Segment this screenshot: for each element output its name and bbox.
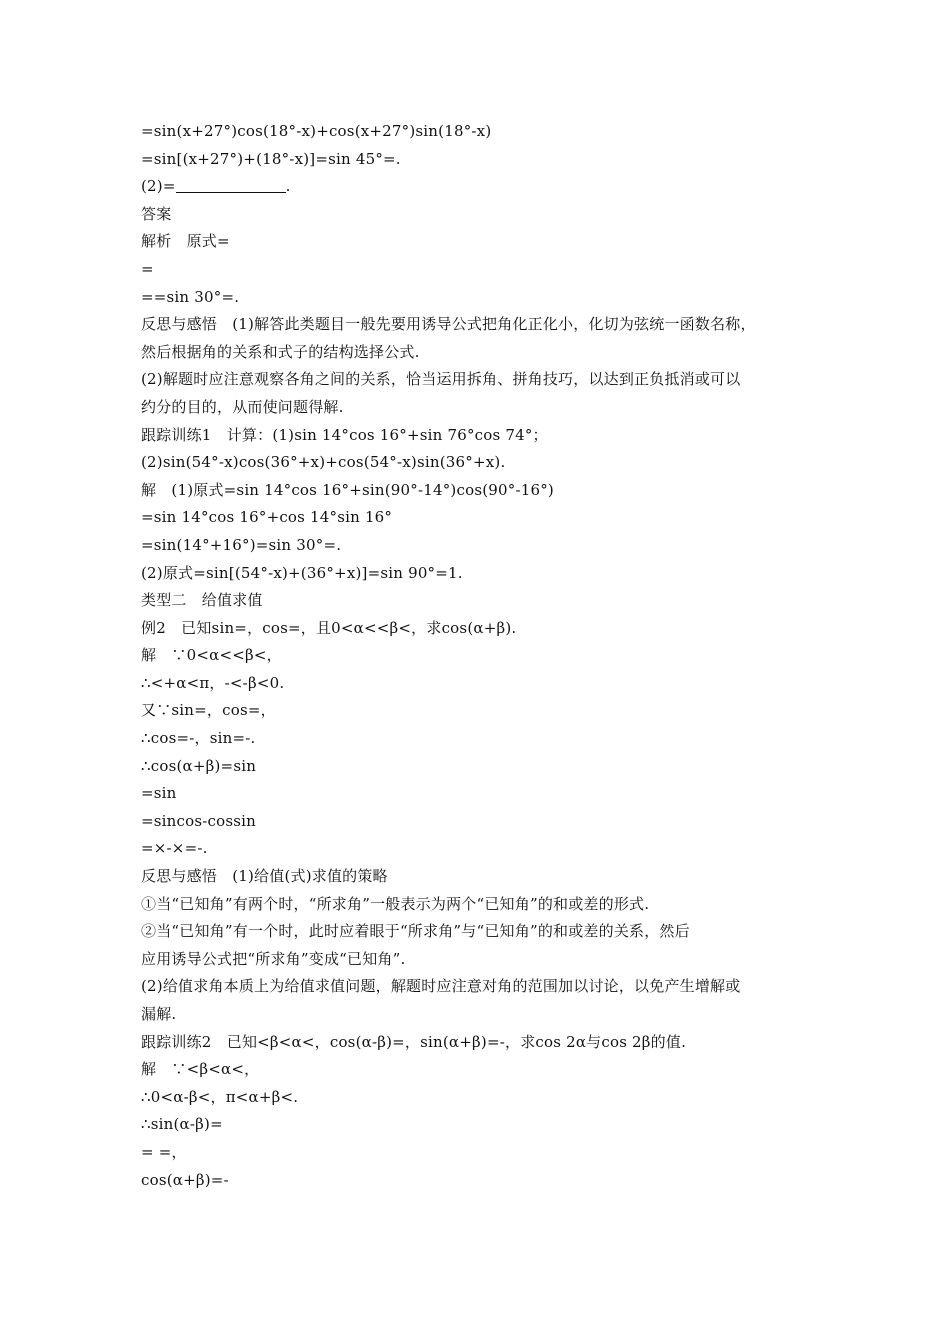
text-line: 反思与感悟 (1)解答此类题目一般先要用诱导公式把角化正化小，化切为弦统一函数名称， — [141, 315, 756, 334]
text-line: 跟踪训练2 已知<β<α<，cos(α-β)=，sin(α+β)=-，求cos 2α与cos 2β的值. — [141, 1032, 687, 1051]
text-line: ∴cos(α+β)=sin — [141, 756, 257, 775]
text-line: 解 (1)原式=sin 14°cos 16°+sin(90°-14°)cos(90°-16°) — [141, 480, 554, 499]
text-line: 漏解. — [141, 1005, 177, 1023]
text-line: ∴0<α-β<，π<α+β<. — [141, 1087, 299, 1106]
text-line: 解析 原式= — [141, 232, 230, 251]
text-line: 解 ∵0<α<<β<， — [141, 646, 282, 665]
text-line: 又∵sin=，cos=， — [141, 701, 276, 720]
text-line: 例2 已知sin=，cos=，且0<α<<β<，求cos(α+β). — [141, 618, 517, 637]
text-span: . — [285, 177, 291, 196]
text-line: (2)给值求角本质上为给值求值问题，解题时应注意对角的范围加以讨论，以免产生增解或 — [141, 977, 741, 996]
text-line: =sin 14°cos 16°+cos 14°sin 16° — [141, 508, 393, 527]
text-line: = =， — [141, 1142, 187, 1161]
section-heading: 类型二 给值求值 — [141, 591, 263, 610]
document-body — [141, 118, 831, 1194]
text-line: = — [141, 259, 154, 278]
text-line: 反思与感悟 (1)给值(式)求值的策略 — [141, 867, 388, 886]
text-line: ==sin 30°=. — [141, 287, 240, 306]
text-line: (2)解题时应注意观察各角之间的关系，恰当运用拆角、拼角技巧，以达到正负抵消或可以 — [141, 370, 741, 389]
text-line: (2)原式=sin[(54°-x)+(36°+x)]=sin 90°=1. — [141, 563, 463, 582]
answer-heading: 答案 — [141, 204, 172, 223]
text-span: (2)= — [141, 177, 176, 196]
text-line: 跟踪训练1 计算：(1)sin 14°cos 16°+sin 76°cos 74°； — [141, 425, 548, 444]
text-line: 应用诱导公式把“所求角”变成“已知角”. — [141, 949, 406, 968]
text-line: =sin(14°+16°)=sin 30°=. — [141, 535, 342, 554]
text-line: ②当“已知角”有一个时，此时应着眼于“所求角”与“已知角”的和或差的关系，然后 — [141, 922, 690, 941]
text-line: ∴<+α<π，-<-β<0. — [141, 673, 285, 692]
text-line: =×-×=-. — [141, 839, 208, 858]
text-line: =sin(x+27°)cos(18°-x)+cos(x+27°)sin(18°-x) — [141, 122, 492, 140]
text-line: 约分的目的，从而使问题得解. — [141, 397, 344, 416]
text-line: ①当“已知角”有两个时，“所求角”一般表示为两个“已知角”的和或差的形式. — [141, 894, 650, 913]
text-line: cos(α+β)=- — [141, 1170, 229, 1189]
text-line-with-blank — [141, 173, 831, 201]
text-line: =sin — [141, 784, 177, 803]
text-line: ∴cos=-，sin=-. — [141, 729, 256, 748]
text-line: 解 ∵<β<α<， — [141, 1060, 260, 1079]
text-line: 然后根据角的关系和式子的结构选择公式. — [141, 342, 420, 361]
text-line: =sincos-cossin — [141, 811, 257, 830]
text-line: (2)sin(54°-x)cos(36°+x)+cos(54°-x)sin(36°+x). — [141, 453, 506, 472]
answer-blank — [176, 176, 286, 193]
text-line: =sin[(x+27°)+(18°-x)]=sin 45°=. — [141, 149, 401, 168]
text-line: ∴sin(α-β)= — [141, 1115, 223, 1134]
